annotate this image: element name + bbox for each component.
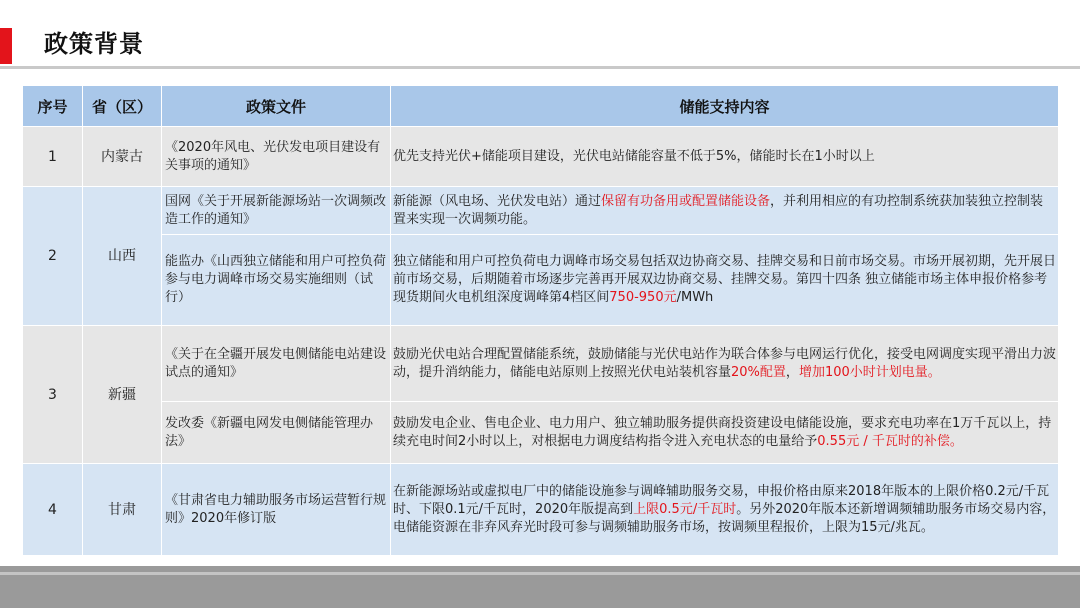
- header-storage-support: 储能支持内容: [391, 86, 1059, 127]
- row-policy-doc: 能监办《山西独立储能和用户可控负荷参与电力调峰市场交易实施细则（试行）: [162, 235, 391, 326]
- row-storage-content: [391, 187, 1059, 235]
- table-row: [23, 402, 1059, 464]
- row-policy-doc: 国网《关于开展新能源场站一次调频改造工作的通知》: [162, 187, 391, 235]
- row-storage-content: [391, 464, 1059, 556]
- highlight-text: 上限0.5元/千瓦时: [633, 501, 737, 517]
- table-row: [23, 187, 1059, 235]
- highlight-text: 保留有功备用或配置储能设备: [601, 193, 771, 209]
- content-text: 新能源（风电场、光伏发电站）通过: [393, 193, 602, 209]
- table-row: [23, 464, 1059, 556]
- content-text: 鼓励发电企业、售电企业、电力用户、独立辅助服务提供商投资建设电储能设施，要求充电功率在1万千瓦以上，持续充电时间2小时以上，对根据电力调度结构指令进入充电状态的电量给予: [393, 415, 1052, 449]
- row-storage-content: [391, 127, 1059, 187]
- header-province: 省（区）: [83, 86, 162, 127]
- page-title: 政策背景: [44, 30, 144, 58]
- table-header-row: [23, 86, 1059, 127]
- row-seq: 4: [23, 464, 83, 556]
- table-row: [23, 235, 1059, 326]
- row-province: 甘肃: [83, 464, 162, 556]
- header-seq: 序号: [23, 86, 83, 127]
- row-policy-doc: 《2020年风电、光伏发电项目建设有关事项的通知》: [162, 127, 391, 187]
- highlight-text: 750-950元: [609, 290, 677, 305]
- highlight-text: 0.55元 / 千瓦时的补偿。: [817, 433, 963, 449]
- title-accent-bar: [0, 28, 12, 64]
- row-province: 内蒙古: [83, 127, 162, 187]
- row-storage-content: [391, 326, 1059, 402]
- header-policy-doc: 政策文件: [162, 86, 391, 127]
- table-row: [23, 127, 1059, 187]
- content-text: 独立储能和用户可控负荷电力调峰市场交易包括双边协商交易、挂牌交易和日前市场交易。市场开展初期，先开展日前市场交易，后期随着市场逐步完善再开展双边协商交易、挂牌交易。第四十四条 独立储能市场主体申报价格参考现货期间火电机组深度调峰第4档区间: [393, 254, 1057, 305]
- content-text: ，并利用相应的有功控制系统获加装独立控制装置来实现一次调频功能。: [393, 193, 1044, 227]
- highlight-text: 增加100小时计划电量。: [798, 364, 941, 380]
- row-province: 山西: [83, 187, 162, 326]
- footer-divider: [0, 572, 1080, 575]
- content-text: 鼓励光伏电站合理配置储能系统，鼓励储能与光伏电站作为联合体参与电网运行优化，接受电网调度实现平滑出力波动，提升消纳能力，储能电站原则上按照光伏电站装机容量: [393, 346, 1057, 380]
- content-text: 。另外2020年版本还新增调频辅助服务市场交易内容，电储能资源在非弃风弃光时段可参与调频辅助服务市场，按调频里程报价，上限为15元/兆瓦。: [393, 501, 1056, 535]
- title-divider: [0, 66, 1080, 69]
- content-text: ，: [785, 364, 799, 380]
- content-text: 在新能源场站或虚拟电厂中的储能设施参与调峰辅助服务交易，申报价格由原来2018年版本的上限价格0.2元/千瓦时、下限0.1元/千瓦时，2020年版提高到: [393, 483, 1050, 517]
- row-policy-doc: 《甘肃省电力辅助服务市场运营暂行规则》2020年修订版: [162, 464, 391, 556]
- highlight-text: 20%配置: [731, 364, 786, 380]
- row-storage-content: [391, 402, 1059, 464]
- content-text: 优先支持光伏+储能项目建设，光伏电站储能容量不低于5%，储能时长在1小时以上: [393, 148, 875, 164]
- row-seq: 3: [23, 326, 83, 464]
- policy-table: [22, 85, 1059, 556]
- content-text: /MWh: [676, 290, 714, 305]
- row-province: 新疆: [83, 326, 162, 464]
- table-row: [23, 326, 1059, 402]
- row-policy-doc: 发改委《新疆电网发电侧储能管理办法》: [162, 402, 391, 464]
- row-storage-content: [391, 235, 1059, 326]
- row-policy-doc: 《关于在全疆开展发电侧储能电站建设试点的通知》: [162, 326, 391, 402]
- row-seq: 2: [23, 187, 83, 326]
- row-seq: 1: [23, 127, 83, 187]
